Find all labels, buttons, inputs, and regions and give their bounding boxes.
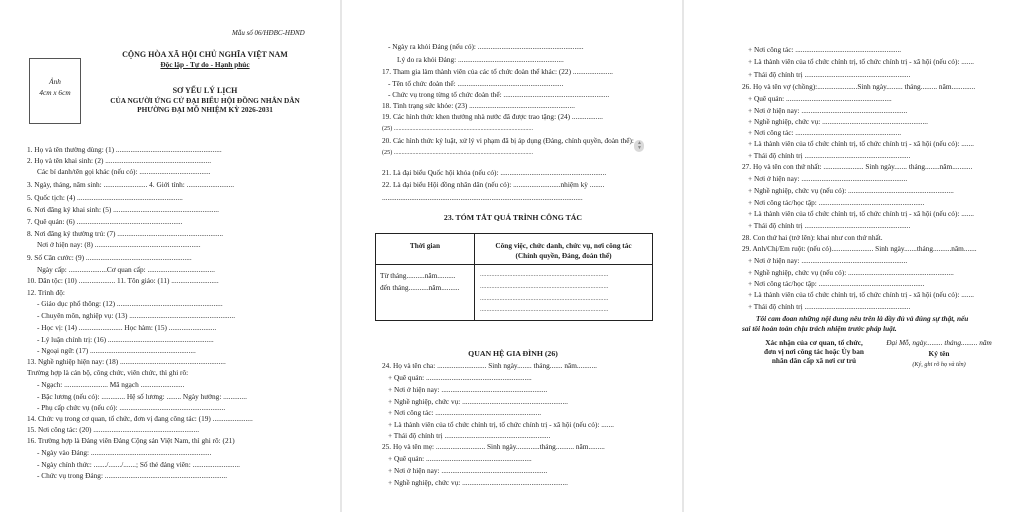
field-line: + Quê quán: .......................................................... (388, 454, 532, 463)
commitment-line-2: sai tôi hoàn toàn chịu trách nhiệm trước pháp luật. (742, 324, 897, 333)
field-line: + Là thành viên của tổ chức chính trị, tổ chức chính trị - xã hội (nếu có): ....... (748, 209, 974, 218)
photo-box (29, 58, 81, 124)
field-line: 8. Nơi đăng ký thường trú: (7) .......................................................... (27, 229, 224, 238)
section-23-title: 23. TÓM TẮT QUÁ TRÌNH CÔNG TÁC (443, 213, 583, 222)
commitment-line-1: Tôi cam đoan những nội dung nêu trên là đầy đủ và đúng sự thật, nếu (756, 314, 969, 323)
field-line: + Là thành viên của tổ chức chính trị, tổ chức chính trị - xã hội (nếu có): ....... (748, 139, 974, 148)
field-line: 7. Quê quán: (6) .......................................................... (27, 217, 183, 226)
family-title: QUAN HỆ GIA ĐÌNH (26) (468, 349, 558, 358)
chevron-up-icon: ▲ (637, 141, 642, 146)
field-line: + Thái độ chính trị .......................................................... (388, 431, 551, 440)
field-line: - Chuyên môn, nghiệp vụ: (13) .......................................................... (37, 311, 236, 320)
place-date: Đại Mỗ, ngày......... tháng......... năm (886, 338, 992, 347)
field-line: 21. Là đại biểu Quốc hội khóa (nếu có): .......................................................... (382, 168, 607, 177)
field-line: - Ngoại ngữ: (17) .......................................................... (37, 346, 196, 355)
field-line: + Nơi công tác: .......................................................... (748, 128, 902, 137)
field-line: 12. Trình độ: (27, 288, 65, 297)
field-line: 16. Trường hợp là Đảng viên Đảng Cộng sản Việt Nam, thì ghi rõ: (21) (27, 436, 235, 445)
work-history-table (375, 233, 653, 321)
field-line: + Nơi ở hiện nay: .......................................................... (748, 256, 908, 265)
field-line: - Giáo dục phổ thông: (12) .......................................................... (37, 299, 223, 308)
field-line: 17. Tham gia làm thành viên của các tổ chức đoàn thể khác: (22) ...................... (382, 67, 613, 76)
table-dots: ............................................................................... (480, 283, 609, 290)
field-line: Nơi ở hiện nay: (8) .......................................................... (37, 240, 201, 249)
page-2 (342, 0, 682, 512)
doc-subtitle-1: CỦA NGƯỜI ỨNG CỬ ĐẠI BIỂU HỘI ĐỒNG NHÂN DÂN (110, 96, 300, 105)
table-header-work-2: (Chính quyền, Đảng, đoàn thể) (515, 251, 612, 260)
national-title: CỘNG HÒA XÃ HỘI CHỦ NGHĨA VIỆT NAM (122, 50, 288, 59)
table-to-label: đến tháng...........năm.......... (380, 283, 460, 292)
field-line: 25. Họ và tên mẹ: ........................... Sinh ngày.............tháng.......... năm......... (382, 442, 605, 451)
field-line: + Nghề nghiệp, chức vụ: .......................................................... (388, 397, 568, 406)
field-line: 20. Các hình thức kỷ luật, xử lý vi phạm đã bị áp dụng (Đảng, chính quyền, đoàn thể): (382, 136, 634, 145)
field-line: - Học vị: (14) ........................ Học hàm: (15) .......................... (37, 323, 217, 332)
field-line: Các bí danh/tên gọi khác (nếu có): ....................................... (37, 167, 211, 176)
table-dots: ............................................................................... (480, 306, 609, 313)
field-line: + Thái độ chính trị .......................................................... (748, 221, 911, 230)
field-line: - Phụ cấp chức vụ (nếu có): .......................................................... (37, 403, 226, 412)
field-line: 1. Họ và tên thường dùng: (1) .......................................................... (27, 145, 222, 154)
field-line: + Thái độ chính trị .......................................................... (748, 302, 911, 311)
table-header-work-1: Công việc, chức danh, chức vụ, nơi công tác (495, 241, 632, 250)
motto: Độc lập - Tự do - Hạnh phúc (160, 60, 250, 69)
field-line: 19. Các hình thức khen thưởng nhà nước đã được trao tặng: (24) ................. (382, 112, 603, 121)
table-from-label: Từ tháng..........năm.......... (380, 271, 456, 280)
field-line: - Lý luận chính trị: (16) .......................................................... (37, 335, 214, 344)
field-line: 9. Số Căn cước: (9) .......................................................... (27, 253, 192, 262)
field-line: 22. Là đại biểu Hội đồng nhân dân (nếu có): ..........................nhiệm kỳ ........ (382, 180, 605, 189)
field-line: + Nghề nghiệp, chức vụ: .......................................................... (748, 117, 928, 126)
field-line: 27. Họ và tên con thứ nhất: ...................... Sinh ngày....... tháng........năm........... (742, 162, 973, 171)
field-line: + Nơi ở hiện nay: .......................................................... (748, 106, 908, 115)
table-header-time: Thời gian (409, 241, 441, 250)
field-line: + Nơi công tác/học tập: .......................................................... (748, 279, 925, 288)
field-line: Ngày cấp: .....................Cơ quan cấp: ..................................... (37, 265, 215, 274)
field-line: + Nơi ở hiện nay: .......................................................... (388, 385, 548, 394)
sign-title: Ký tên (928, 349, 950, 358)
doc-subtitle-2: PHƯỜNG ĐẠI MỖ NHIỆM KỲ 2026-2031 (137, 105, 273, 114)
field-line: - Ngạch: ........................ Mã ngạch ........................ (37, 380, 185, 389)
field-line: (25) .......................................................................................... (382, 125, 534, 132)
field-line: + Thái độ chính trị .......................................................... (748, 70, 911, 79)
field-line: + Nghề nghiệp, chức vụ (nếu có): .......................................................... (748, 186, 954, 195)
field-line: - Chức vụ trong từng tổ chức đoàn thể: .......................................................... (388, 90, 610, 99)
field-line: 24. Họ và tên cha: ........................... Sinh ngày........ tháng....... năm........... (382, 361, 597, 370)
field-line: .............................................................................................................. (382, 193, 583, 202)
field-line: 18. Tình trạng sức khỏe: (23) .......................................................... (382, 101, 575, 110)
field-line: + Thái độ chính trị .......................................................... (748, 151, 911, 160)
field-line: 26. Họ và tên vợ (chồng):......................Sinh ngày......... tháng......... năm............. (742, 82, 976, 91)
field-line: + Quê quán: .......................................................... (388, 373, 532, 382)
field-line: Lý do ra khỏi Đảng: .......................................................... (397, 55, 564, 64)
field-line: - Tên tổ chức đoàn thể: .......................................................... (388, 79, 564, 88)
field-line: 10. Dân tộc: (10) .................... 11. Tôn giáo: (11) .......................... (27, 276, 219, 285)
field-line: + Là thành viên của tổ chức chính trị, tổ chức chính trị - xã hội (nếu có): ....... (748, 57, 974, 66)
scroll-indicator[interactable] (634, 140, 644, 152)
field-line: + Là thành viên của tổ chức chính trị, tổ chức chính trị - xã hội (nếu có): ....... (388, 420, 614, 429)
field-line: - Chức vụ trong Đảng: ................................................................... (37, 471, 228, 480)
field-line: + Nơi công tác: .......................................................... (388, 408, 542, 417)
field-line: 14. Chức vụ trong cơ quan, tổ chức, đơn vị đang công tác: (19) ...................... (27, 414, 253, 423)
field-line: + Là thành viên của tổ chức chính trị, tổ chức chính trị - xã hội (nếu có): ....... (748, 290, 974, 299)
field-line: 28. Con thứ hai (trở lên): khai như con thứ nhất. (742, 233, 883, 242)
field-line: + Quê quán: .......................................................... (748, 94, 892, 103)
photo-label: Ảnh (49, 77, 61, 86)
field-line: (25) .......................................................................................... (382, 149, 534, 156)
field-line: + Nghề nghiệp, chức vụ: .......................................................... (388, 478, 568, 487)
field-line: - Ngày vào Đảng: .................................................................. (37, 448, 212, 457)
form-code: Mẫu số 06/HĐBC-HĐND (232, 29, 305, 37)
field-line: 6. Nơi đăng ký khai sinh: (5) .......................................................... (27, 205, 219, 214)
field-line: - Ngày ra khỏi Đảng (nếu có): .......................................................... (388, 42, 584, 51)
field-line: 2. Họ và tên khai sinh: (2) .......................................................... (27, 156, 212, 165)
page-3 (684, 0, 1024, 512)
field-line: 13. Nghề nghiệp hiện nay: (18) .......................................................... (27, 357, 226, 366)
field-line: 29. Anh/Chị/Em ruột: (nếu có)....................... Sinh ngày.......tháng..........năm....... (742, 244, 977, 253)
confirm-line-2: đơn vị nơi công tác hoặc Ủy ban (764, 347, 864, 356)
field-line: + Nơi công tác/học tập: .......................................................... (748, 198, 925, 207)
confirm-line-1: Xác nhận của cơ quan, tổ chức, (765, 338, 863, 347)
table-dots: ............................................................................... (480, 271, 609, 278)
field-line: + Nơi công tác: .......................................................... (748, 45, 902, 54)
sign-note: (Ký, ghi rõ họ và tên) (912, 361, 966, 368)
field-line: 5. Quốc tịch: (4) .......................................................... (27, 193, 183, 202)
doc-title: SƠ YẾU LÝ LỊCH (172, 86, 238, 95)
field-line: - Bậc lương (nếu có): ............. Hệ số lương: ........ Ngày hưởng: ............. (37, 392, 247, 401)
chevron-down-icon: ▼ (637, 146, 642, 151)
field-line: - Ngày chính thức: ......./......./.......; Số thẻ đảng viên: .......................... (37, 460, 240, 469)
page-1 (0, 0, 340, 512)
table-dots: ............................................................................... (480, 295, 609, 302)
field-line: + Nơi ở hiện nay: .......................................................... (388, 466, 548, 475)
field-line: + Nghề nghiệp, chức vụ (nếu có): .......................................................... (748, 268, 954, 277)
field-line: Trường hợp là cán bộ, công chức, viên chức, thì ghi rõ: (27, 368, 189, 377)
field-line: 15. Nơi công tác: (20) .......................................................... (27, 425, 200, 434)
field-line: 3. Ngày, tháng, năm sinh: ........................ 4. Giới tính: .......................... (27, 180, 235, 189)
photo-size: 4cm x 6cm (39, 88, 71, 97)
field-line: + Nơi ở hiện nay: .......................................................... (748, 174, 908, 183)
confirm-line-3: nhân dân cấp xã nơi cư trú (771, 356, 857, 365)
